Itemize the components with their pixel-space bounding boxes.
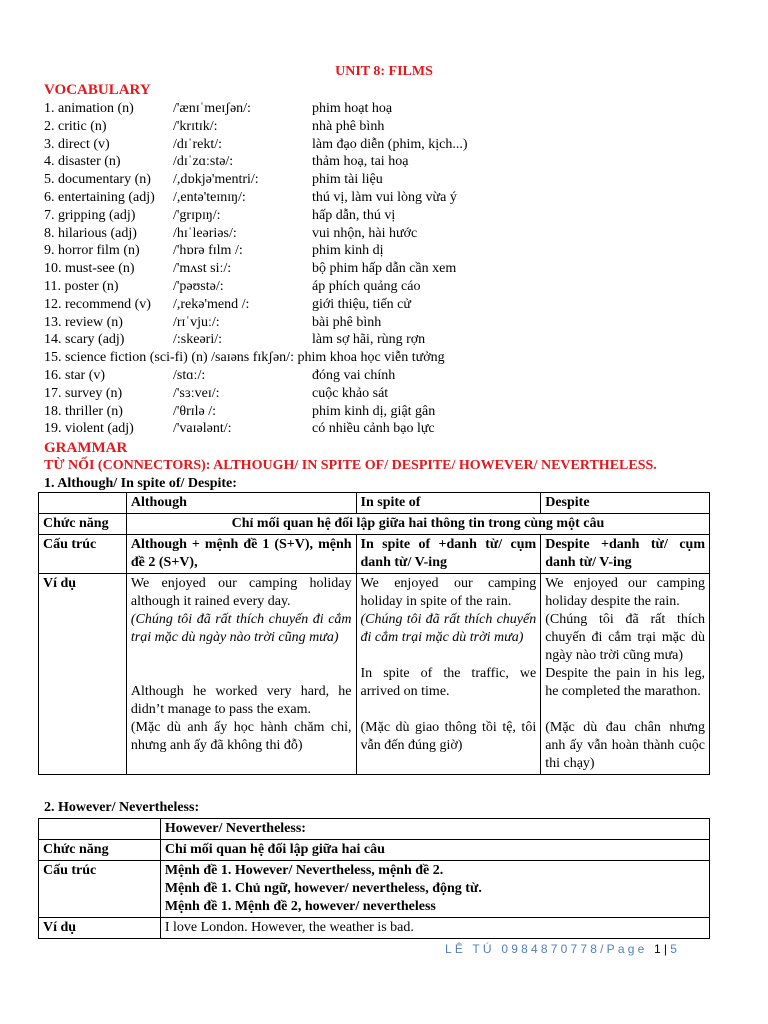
list-item [44, 296, 744, 314]
vocab-meaning: đóng vai chính [312, 367, 396, 383]
vocab-word: 13. review (n) [44, 314, 123, 330]
footer-total-pages: 5 [670, 942, 681, 956]
col-header-in-spite-of: In spite of [356, 493, 541, 514]
row-label-example: Ví dụ [39, 918, 161, 939]
structure-although: Although + mệnh đề 1 (S+V), mệnh đề 2 (S+V), [126, 535, 356, 574]
vocab-ipa: /'ænɪˈmeɪʃən/: [173, 101, 251, 116]
structure-line: Mệnh đề 1. Mệnh đề 2, however/ nevertheless [164, 899, 436, 914]
footer-separator: | [663, 942, 671, 956]
structure-in-spite-of: In spite of +danh từ/ cụm danh từ/ V-ing [356, 535, 541, 574]
list-item [44, 367, 744, 385]
vocab-ipa: /,entə'teɪnɪŋ/: [173, 189, 246, 205]
vocab-meaning: hấp dẫn, thú vị [312, 207, 396, 223]
page-title: UNIT 8: FILMS [335, 64, 433, 79]
example-text: In spite of the traffic, we arrived on time. [360, 666, 537, 699]
page-footer: LÊ TÚ 0984870778/Page 1|5 [445, 942, 681, 956]
grammar-heading: GRAMMAR [44, 440, 128, 456]
vocab-word: 16. star (v) [44, 367, 106, 383]
vocab-word: 12. recommend (v) [44, 296, 151, 312]
col-header-despite: Despite [541, 493, 710, 514]
function-cell: Chỉ mối quan hệ đối lập giữa hai câu [160, 840, 709, 861]
vocab-word: 8. hilarious (adj) [44, 225, 137, 241]
vocab-ipa: /dɪˈzɑːstə/: [173, 154, 234, 170]
vocab-meaning: phim tài liệu [312, 172, 383, 188]
section2-heading: 2. However/ Nevertheless: [44, 800, 200, 815]
example-although [126, 574, 356, 775]
vocab-ipa: /'vaɪələnt/: [173, 421, 232, 437]
list-item [44, 242, 744, 260]
list-item [44, 100, 744, 118]
vocab-word: 1. animation (n) [44, 101, 134, 116]
vocab-meaning: nhà phê bình [312, 118, 385, 134]
structure-cell [160, 861, 709, 918]
row-label-function: Chức năng [39, 514, 127, 535]
vocab-word: 19. violent (adj) [44, 421, 134, 437]
vocab-ipa: /'hɒrə fɪlm /: [173, 243, 243, 259]
vocab-meaning: cuộc khảo sát [312, 385, 389, 401]
vocab-ipa: /'pəʊstə/: [173, 278, 224, 294]
structure-line: Mệnh đề 1. However/ Nevertheless, mệnh đề 2. [164, 863, 444, 878]
vocab-word: 6. entertaining (adj) [44, 189, 155, 205]
vocab-ipa: /dɪˈrekt/: [173, 136, 222, 152]
vocab-meaning: làm đạo diễn (phim, kịch...) [312, 136, 468, 152]
list-item [44, 118, 744, 136]
structure-despite: Despite +danh từ/ cụm danh từ/ V-ing [541, 535, 710, 574]
vocab-meaning: phim kinh dị, giật gân [312, 403, 436, 419]
vocab-meaning: bộ phim hấp dẫn cần xem [312, 261, 457, 277]
vocab-ipa: /'θrɪlə /: [173, 403, 217, 419]
vocab-word: 2. critic (n) [44, 118, 107, 134]
example-in-spite-of [356, 574, 541, 775]
row-label-structure: Cấu trúc [39, 535, 127, 574]
vocab-meaning: thảm hoạ, tai hoạ [312, 154, 409, 170]
list-item [44, 136, 744, 154]
list-item [44, 153, 744, 171]
vocab-word: 7. gripping (adj) [44, 207, 136, 223]
vocab-word: 17. survey (n) [44, 385, 123, 401]
example-translation: (Mặc dù giao thông tồi tệ, tôi vẫn đến đúng giờ) [360, 720, 537, 753]
vocab-meaning: phim kinh dị [312, 243, 384, 259]
example-translation: (Chúng tôi đã rất thích chuyến đi cắm trại mặc dù ngày nào trời cũng mưa) [545, 612, 705, 663]
vocab-meaning: có nhiều cảnh bạo lực [312, 421, 435, 437]
table-row [39, 819, 710, 840]
example-text: We enjoyed our camping holiday despite the rain. [545, 576, 705, 609]
table-row [39, 574, 710, 775]
structure-line: Mệnh đề 1. Chủ ngữ, however/ nevertheless, động từ. [164, 881, 482, 896]
list-item [44, 207, 744, 225]
vocab-word: 18. thriller (n) [44, 403, 123, 419]
list-item [44, 260, 744, 278]
row-label-example: Ví dụ [39, 574, 127, 775]
empty-cell [39, 493, 127, 514]
example-translation: (Chúng tôi đã rất thích chuyến đi cắm trại mặc dù ngày nào trời cũng mưa) [130, 612, 352, 645]
table-row [39, 535, 710, 574]
vocab-ipa: /hɪˈleəriəs/: [173, 225, 237, 241]
vocab-meaning: vui nhộn, hài hước [312, 225, 418, 241]
list-item [44, 349, 744, 367]
table-row [39, 840, 710, 861]
list-item [44, 278, 744, 296]
list-item [44, 189, 744, 207]
list-item [44, 331, 744, 349]
vocab-line: 15. science fiction (sci-fi) (n) /saɪəns fɪkʃən/: phim khoa học viễn tưởng [44, 350, 445, 366]
list-item [44, 314, 744, 332]
table-row [39, 514, 710, 535]
vocab-word: 9. horror film (n) [44, 243, 140, 259]
vocab-ipa: /,dɒkjə'mentri/: [173, 172, 259, 188]
table-row [39, 493, 710, 514]
vocab-ipa: /'mʌst siː/: [173, 261, 232, 277]
vocab-ipa: /'sɜːveɪ/: [173, 385, 220, 401]
vocab-ipa: /rɪˈvjuː/: [173, 314, 220, 330]
row-label-structure: Cấu trúc [39, 861, 161, 918]
vocab-meaning: phim hoạt hoạ [312, 101, 393, 116]
list-item [44, 171, 744, 189]
example-text: We enjoyed our camping holiday although it rained every day. [130, 576, 352, 609]
vocab-meaning: bài phê bình [312, 314, 382, 330]
vocabulary-list [44, 100, 744, 438]
col-header-however: However/ Nevertheless: [160, 819, 709, 840]
example-text: Despite the pain in his leg, he completed the marathon. [545, 666, 705, 699]
vocab-word: 3. direct (v) [44, 136, 110, 152]
footer-page-number: 1 [654, 942, 664, 956]
table-row [39, 861, 710, 918]
example-text: Although he worked very hard, he didn’t manage to pass the exam. [130, 684, 352, 717]
list-item [44, 420, 744, 438]
vocab-ipa: /:skeəri/: [173, 332, 222, 348]
vocab-word: 11. poster (n) [44, 278, 119, 294]
vocab-word: 5. documentary (n) [44, 172, 151, 188]
vocab-ipa: /stɑː/: [173, 367, 206, 383]
connectors-heading: TỪ NỐI (CONNECTORS): ALTHOUGH/ IN SPITE OF/ DESPITE/ HOWEVER/ NEVERTHELESS. [44, 458, 657, 473]
list-item [44, 403, 744, 421]
footer-author: LÊ TÚ 0984870778 [445, 942, 601, 956]
connectors-table-1 [38, 492, 710, 775]
vocab-word: 10. must-see (n) [44, 261, 135, 277]
vocab-ipa: /,rekə'mend /: [173, 296, 250, 312]
vocab-ipa: /'grɪpɪŋ/: [173, 207, 221, 223]
row-label-function: Chức năng [39, 840, 161, 861]
vocab-meaning: thú vị, làm vui lòng vừa ý [312, 189, 457, 205]
list-item [44, 225, 744, 243]
vocab-meaning: giới thiệu, tiến cử [312, 296, 411, 312]
footer-page-label: Page [606, 942, 648, 956]
col-header-although: Although [126, 493, 356, 514]
list-item [44, 385, 744, 403]
empty-cell [39, 819, 161, 840]
example-text: We enjoyed our camping holiday in spite of the rain. [360, 576, 537, 609]
vocab-word: 14. scary (adj) [44, 332, 125, 348]
example-translation: (Mặc dù anh ấy học hành chăm chỉ, nhưng anh ấy đã không thi đỗ) [130, 720, 352, 753]
vocab-meaning: áp phích quảng cáo [312, 278, 421, 294]
vocab-ipa: /'krɪtɪk/: [173, 118, 218, 134]
example-translation: (Chúng tôi đã rất thích chuyến đi cắm trại mặc dù trời mưa) [360, 612, 537, 645]
example-cell: I love London. However, the weather is bad. [160, 918, 709, 939]
example-translation: (Mặc dù đau chân nhưng anh ấy vẫn hoàn thành cuộc thi chạy) [545, 720, 705, 771]
example-despite [541, 574, 710, 775]
vocabulary-heading: VOCABULARY [44, 82, 151, 98]
vocab-meaning: làm sợ hãi, rùng rợn [312, 332, 426, 348]
connectors-table-2 [38, 818, 710, 939]
table-row [39, 918, 710, 939]
vocab-word: 4. disaster (n) [44, 154, 121, 170]
section1-heading: 1. Although/ In spite of/ Despite: [44, 476, 237, 491]
function-cell: Chỉ mối quan hệ đối lập giữa hai thông tin trong cùng một câu [126, 514, 709, 535]
